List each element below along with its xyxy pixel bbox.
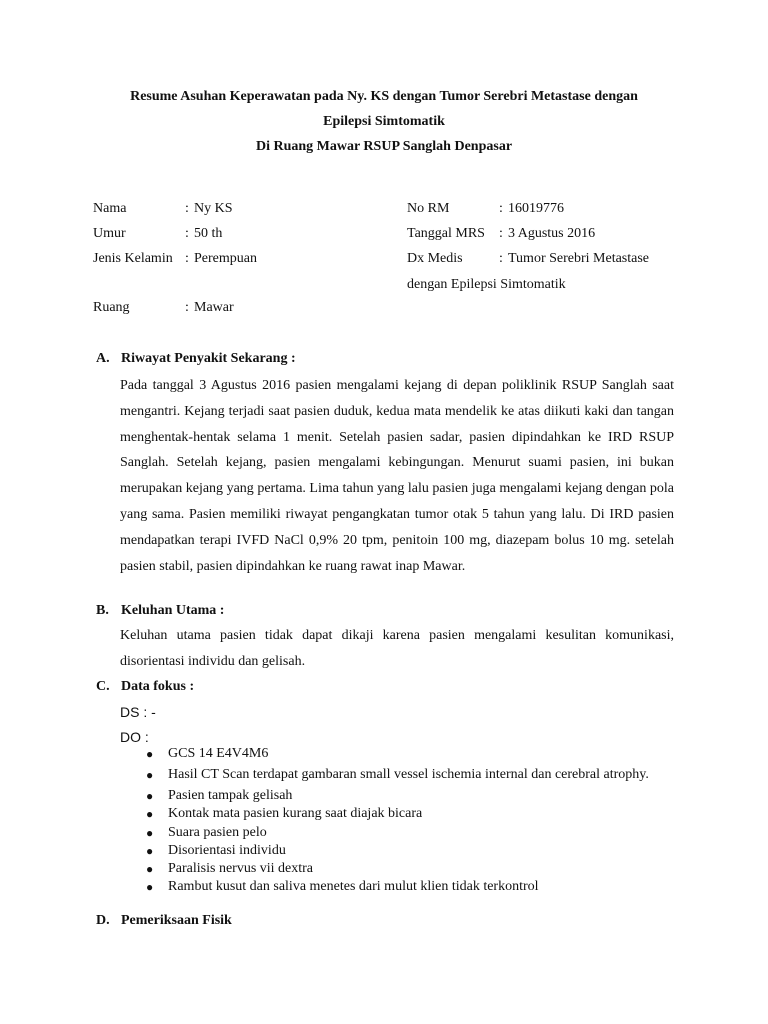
list-item: ● Hasil CT Scan terdapat gambaran small vessel ischemia internal dan cerebral atrophy. — [142, 763, 674, 787]
label-dx-medis: Dx Medis — [407, 251, 463, 266]
list-item: ● Pasien tampak gelisah — [142, 787, 674, 805]
list-item: ● Disorientasi individu — [142, 842, 674, 860]
value-ruang: Mawar — [194, 300, 234, 315]
value-tanggal-mrs: 3 Agustus 2016 — [508, 226, 596, 241]
label-jenis-kelamin: Jenis Kelamin — [93, 251, 173, 266]
value-dx-medis-line2: dengan Epilepsi Simtomatik — [407, 277, 566, 292]
sep-ruang: : — [185, 300, 189, 315]
sep-dx-medis: : — [499, 251, 503, 266]
section-a-letter: A. — [96, 351, 110, 366]
value-nama: Ny KS — [194, 201, 233, 216]
sep-umur: : — [185, 226, 189, 241]
bullet-icon: ● — [146, 789, 154, 804]
section-b-title: Keluhan Utama : — [121, 603, 225, 618]
value-jenis-kelamin: Perempuan — [194, 251, 257, 266]
section-a-paragraph: Pada tanggal 3 Agustus 2016 pasien mengalami kejang di depan poliklinik RSUP Sanglah saat mengantri. Kejang terjadi saat pasien duduk, kedua mata mendelik ke atas diikuti kaki dan tangan menghentak-hentak selama 1 menit. Setelah pasien sadar, pasien dipindahkan ke IRD RSUP Sanglah. Setelah kejang, pasien mengalami kebingungan. Menurut suami pasien, ini bukan merupakan kejang yang pertama. Lima tahun yang lalu pasien juga mengalami kejang dengan pola yang sama. Pasien memiliki riwayat pengangkatan tumor otak 5 tahun yang lalu. Di IRD pasien mendapatkan terapi IVFD NaCl 0,9% 20 tpm, penitoin 100 mg, diazepam bolus 10 mg. setelah pasien stabil, pasien dipindahkan ke ruang rawat inap Mawar. — [120, 378, 674, 574]
label-umur: Umur — [93, 226, 126, 241]
data-objective: DO : — [120, 729, 149, 745]
label-no-rm: No RM — [407, 201, 450, 216]
list-item: ● Paralisis nervus vii dextra — [142, 860, 674, 878]
bullet-icon: ● — [146, 747, 154, 761]
sep-tanggal-mrs: : — [499, 226, 503, 241]
bullet-icon: ● — [146, 825, 154, 840]
list-item: ● GCS 14 E4V4M6 — [142, 745, 674, 763]
bullet-icon: ● — [146, 768, 154, 783]
section-c-letter: C. — [96, 679, 110, 694]
list-item: ● Rambut kusut dan saliva menetes dari mulut klien tidak terkontrol — [142, 878, 674, 896]
data-subjective: DS : - — [120, 704, 156, 720]
section-d-title: Pemeriksaan Fisik — [121, 913, 232, 928]
title-line-3: Di Ruang Mawar RSUP Sanglah Denpasar — [255, 139, 513, 154]
section-c-title: Data fokus : — [121, 679, 195, 694]
label-ruang: Ruang — [93, 300, 130, 315]
section-b-letter: B. — [96, 603, 109, 618]
sep-nama: : — [185, 201, 189, 216]
list-item: ● Suara pasien pelo — [142, 824, 674, 842]
label-nama: Nama — [93, 201, 127, 216]
bullet-icon: ● — [146, 880, 154, 895]
section-b-paragraph: Keluhan utama pasien tidak dapat dikaji karena pasien mengalami kesulitan komunikasi, disorientasi individu dan gelisah. — [120, 628, 674, 669]
value-dx-medis: Tumor Serebri Metastase — [508, 251, 650, 266]
title-line-2: Epilepsi Simtomatik — [323, 114, 445, 129]
value-umur: 50 th — [194, 226, 223, 241]
section-a-title: Riwayat Penyakit Sekarang : — [121, 351, 296, 366]
list-item: ● Kontak mata pasien kurang saat diajak bicara — [142, 805, 674, 823]
value-no-rm: 16019776 — [508, 201, 564, 216]
data-objective-list — [142, 745, 674, 896]
label-tanggal-mrs: Tanggal MRS — [407, 226, 485, 241]
sep-jenis-kelamin: : — [185, 251, 189, 266]
title-line-1: Resume Asuhan Keperawatan pada Ny. KS dengan Tumor Serebri Metastase dengan — [130, 89, 638, 104]
bullet-icon: ● — [146, 807, 154, 822]
bullet-icon: ● — [146, 843, 154, 858]
bullet-icon: ● — [146, 862, 154, 877]
sep-no-rm: : — [499, 201, 503, 216]
section-d-letter: D. — [96, 913, 110, 928]
